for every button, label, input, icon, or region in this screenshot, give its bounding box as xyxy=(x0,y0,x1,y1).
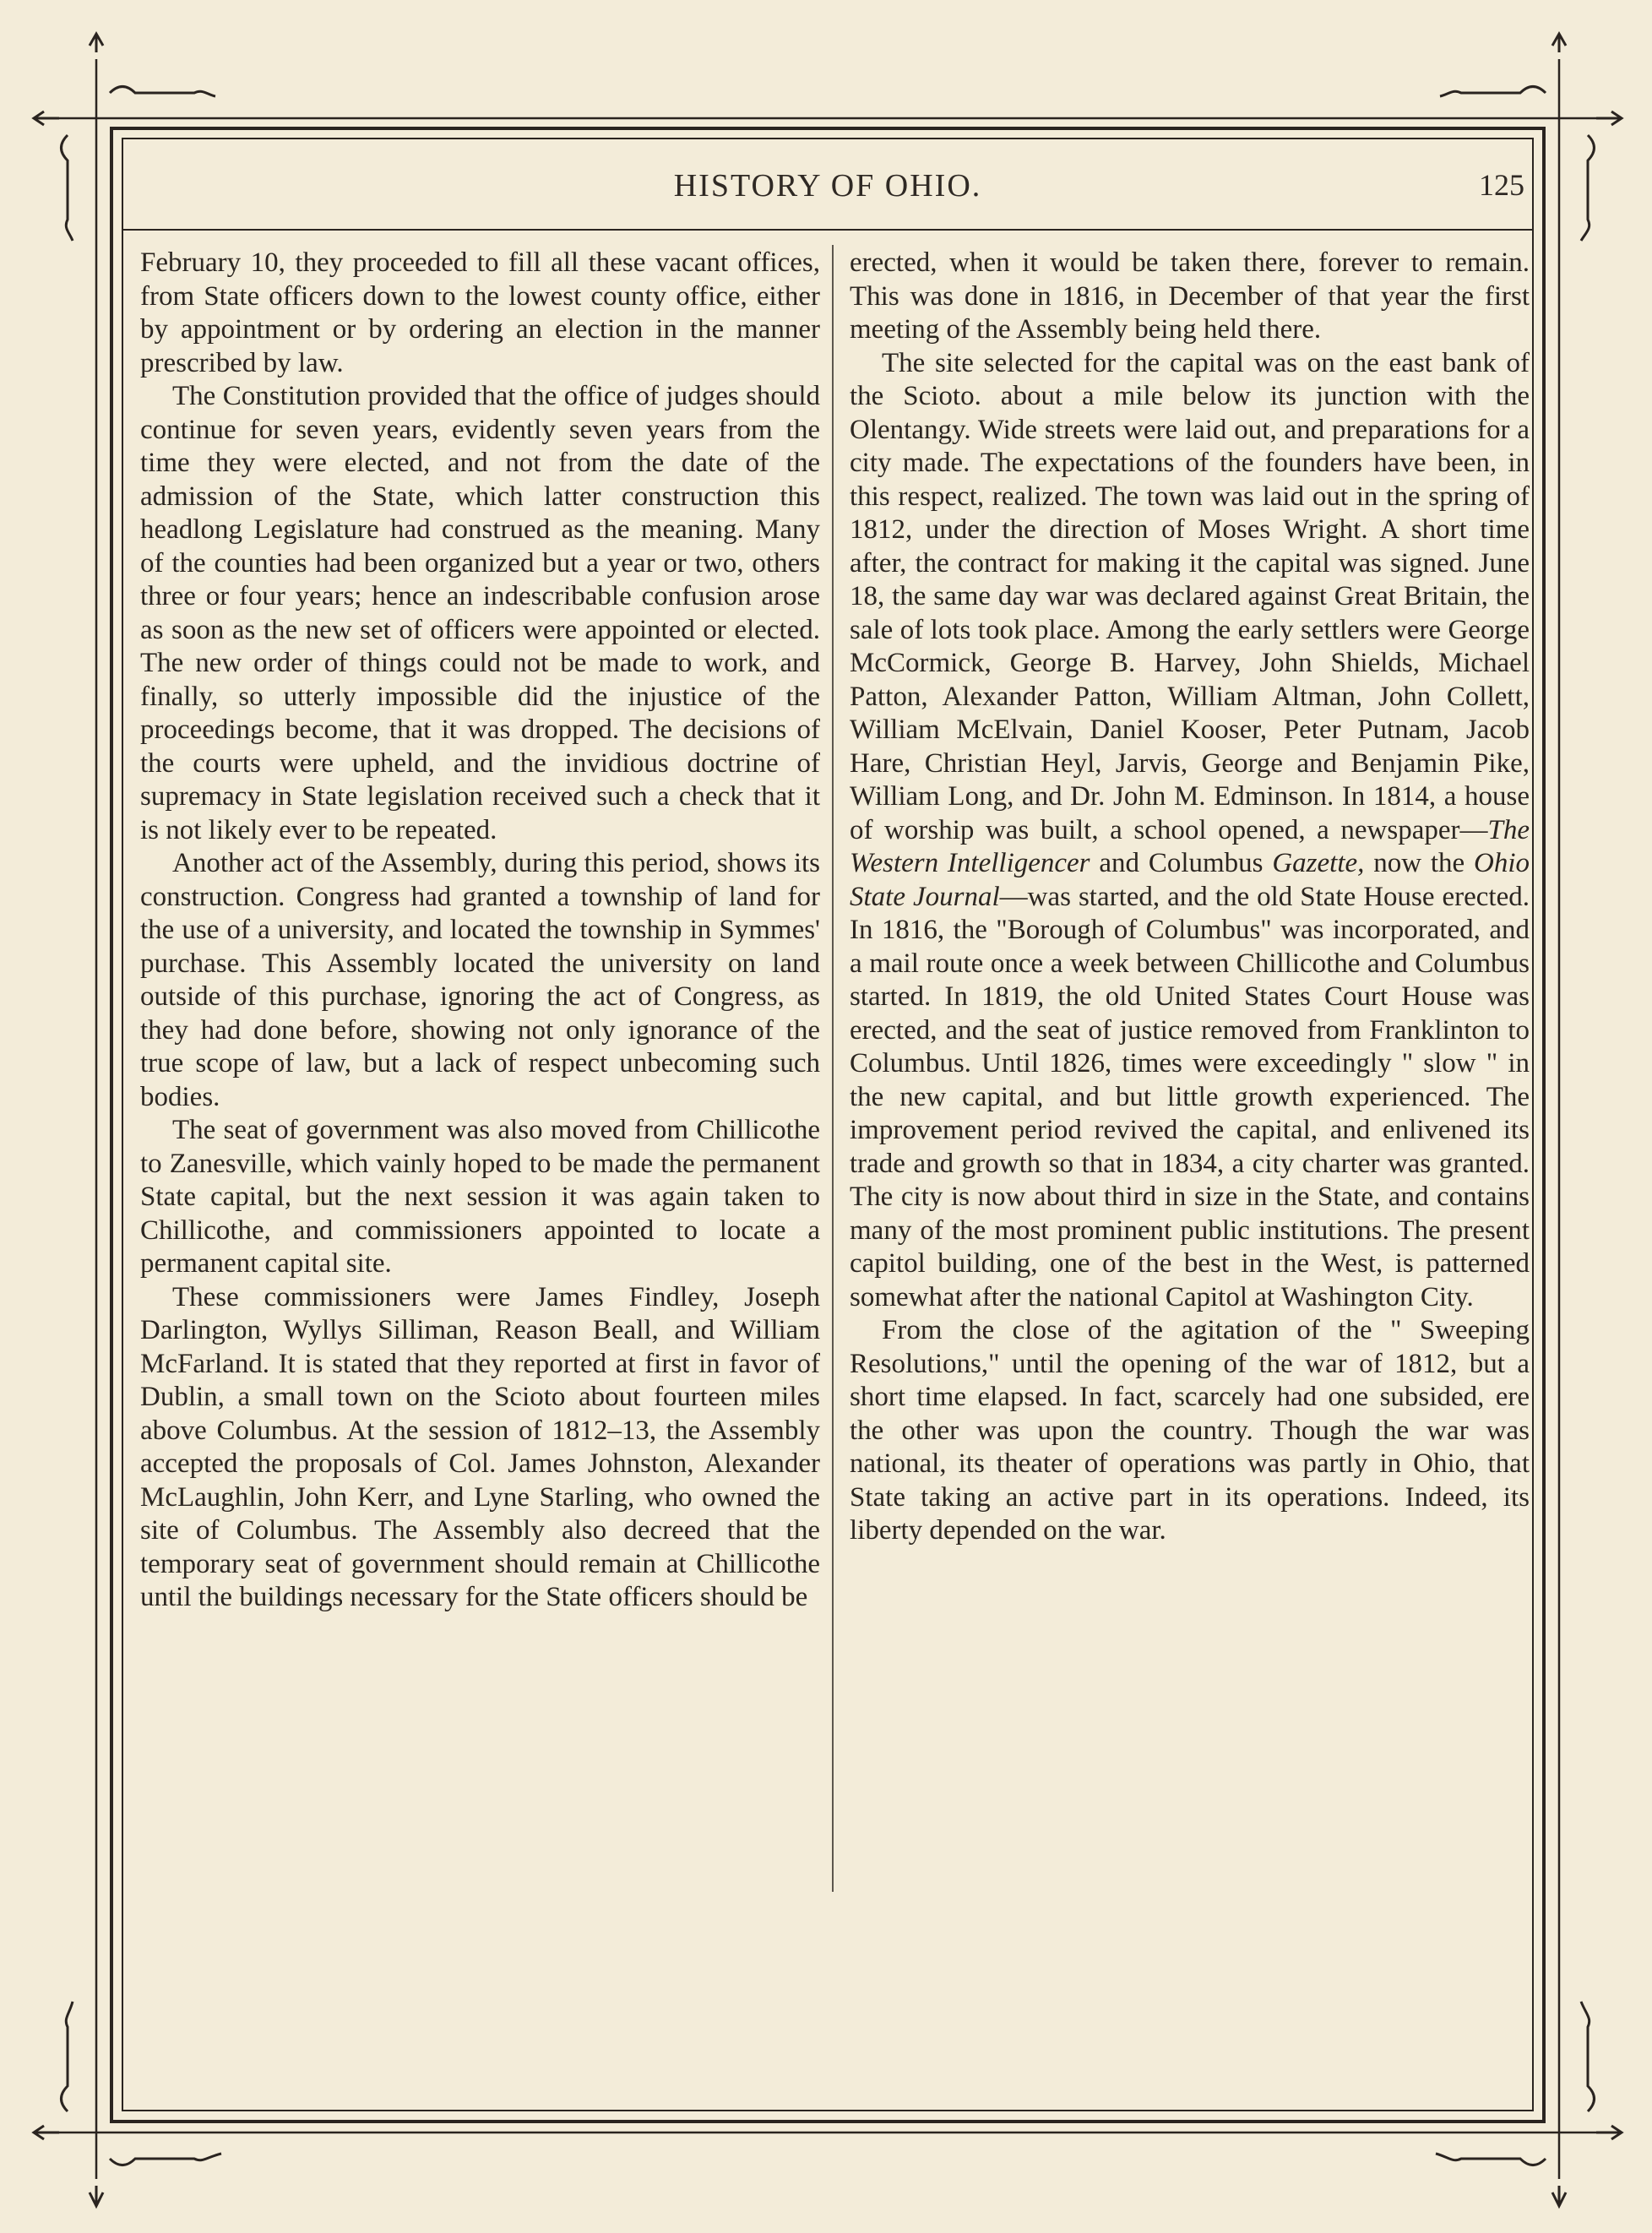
page-number: 125 xyxy=(1479,168,1524,202)
newspaper-title: Ohio State Journal xyxy=(850,848,1530,912)
left-column xyxy=(140,247,820,1615)
paragraph-text: and Columbus xyxy=(1090,848,1273,878)
newspaper-title: Gazette, xyxy=(1272,848,1365,878)
paragraph: The seat of government was also moved from Chillicothe to Zanesville, which vainly hoped to be made the permanent State capital, but the next session it was again taken to Chillicothe, and commissioners appointed to locate a permanent capital site. xyxy=(140,1115,820,1279)
right-column xyxy=(850,247,1530,1548)
paragraph: erected, when it would be taken there, forever to remain. This was done in 1816, in December of that year the first meeting of the Assembly being held there. xyxy=(850,247,1530,345)
paragraph-text: The site selected for the capital was on the east bank of the Scioto. about a mile below its junction with the Olentangy. Wide streets were laid out, and preparations for a city made. The expectations of the founders have been, in this respect, realized. The town was laid out in the spring of 1812, under the direction of Moses Wright. A short time after, the contract for making it the capital was signed. June 18, the same day war was declared against Great Britain, the sale of lots took place. Among the early settlers were George McCormick, George B. Harvey, John Shields, Michael Patton, Alexander Patton, William Altman, John Collett, William McElvain, Daniel Kooser, Peter Putnam, Jacob Hare, Christian Heyl, Jarvis, George and Benjamin Pike, William Long, and Dr. John M. Edminson. In 1814, a house of worship was built, a school opened, a newspaper— xyxy=(850,347,1530,845)
running-header xyxy=(122,167,1533,218)
newspaper-title: The Western Intelligencer xyxy=(850,814,1530,878)
paragraph xyxy=(850,347,1530,1315)
paragraph: Another act of the Assembly, during this period, shows its construction. Congress had granted a township of land for the use of a university, and located the township in Symmes' purchase. This Assembly located the university on land outside of this purchase, ignoring the act of Congress, as they had done before, showing not only ignorance of the true scope of law, but a lack of respect unbecoming such bodies. xyxy=(140,848,820,1112)
paragraph: February 10, they proceeded to fill all these vacant offices, from State officers down to the lowest county office, either by appointment or by ordering an election in the manner prescribed by law. xyxy=(140,247,820,378)
paragraph: These commissioners were James Findley, Joseph Darlington, Wyllys Silliman, Reason Beall, and William McFarland. It is stated that they reported at first in favor of Dublin, a small town on the Scioto about fourteen miles above Columbus. At the session of 1812–13, the Assembly accepted the proposals of Col. James Johnston, Alexander McLaughlin, John Kerr, and Lyne Starling, who owned the site of Columbus. The Assembly also decreed that the temporary seat of government should remain at Chillicothe until the buildings necessary for the State officers should be xyxy=(140,1281,820,1612)
paragraph-text: now the xyxy=(1364,848,1474,878)
paragraph: From the close of the agitation of the " Sweeping Resolutions," until the opening of the war of 1812, but a short time elapsed. In fact, scarcely had one subsided, ere the other was upon the country. Though the war was national, its theater of operations was partly in Ohio, that State taking an active part in its operations. Indeed, its liberty depended on the war. xyxy=(850,1315,1530,1546)
page-title: HISTORY OF OHIO. xyxy=(673,168,982,204)
paragraph-text: —was started, and the old State House erected. In 1816, the "Borough of Columbus" was incorporated, and a mail route once a week between Chillicothe and Columbus started. In 1819, the old United States Court House was erected, and the seat of justice removed from Franklinton to Columbus. Until 1826, times were exceedingly " slow " in the new capital, and but little growth experienced. The improvement period revived the capital, and enlivened its trade and growth so that in 1834, a city charter was granted. The city is now about third in size in the State, and contains many of the most prominent public institutions. The present capitol building, one of the best in the West, is patterned somewhat after the national Capitol at Washington City. xyxy=(850,881,1530,1312)
paragraph: The Constitution provided that the office of judges should continue for seven years, evidently seven years from the time they were elected, and not from the date of the admission of the State, which latter construction this headlong Legislature had construed as the meaning. Many of the counties had been organized but a year or two, others three or four years; hence an indescribable confusion arose as soon as the new set of officers were appointed or elected. The new order of things could not be made to work, and finally, so utterly impossible did the injustice of the proceedings become, that it was dropped. The decisions of the courts were upheld, and the invidious doctrine of supremacy in State legislation received such a check that it is not likely ever to be repeated. xyxy=(140,381,820,845)
